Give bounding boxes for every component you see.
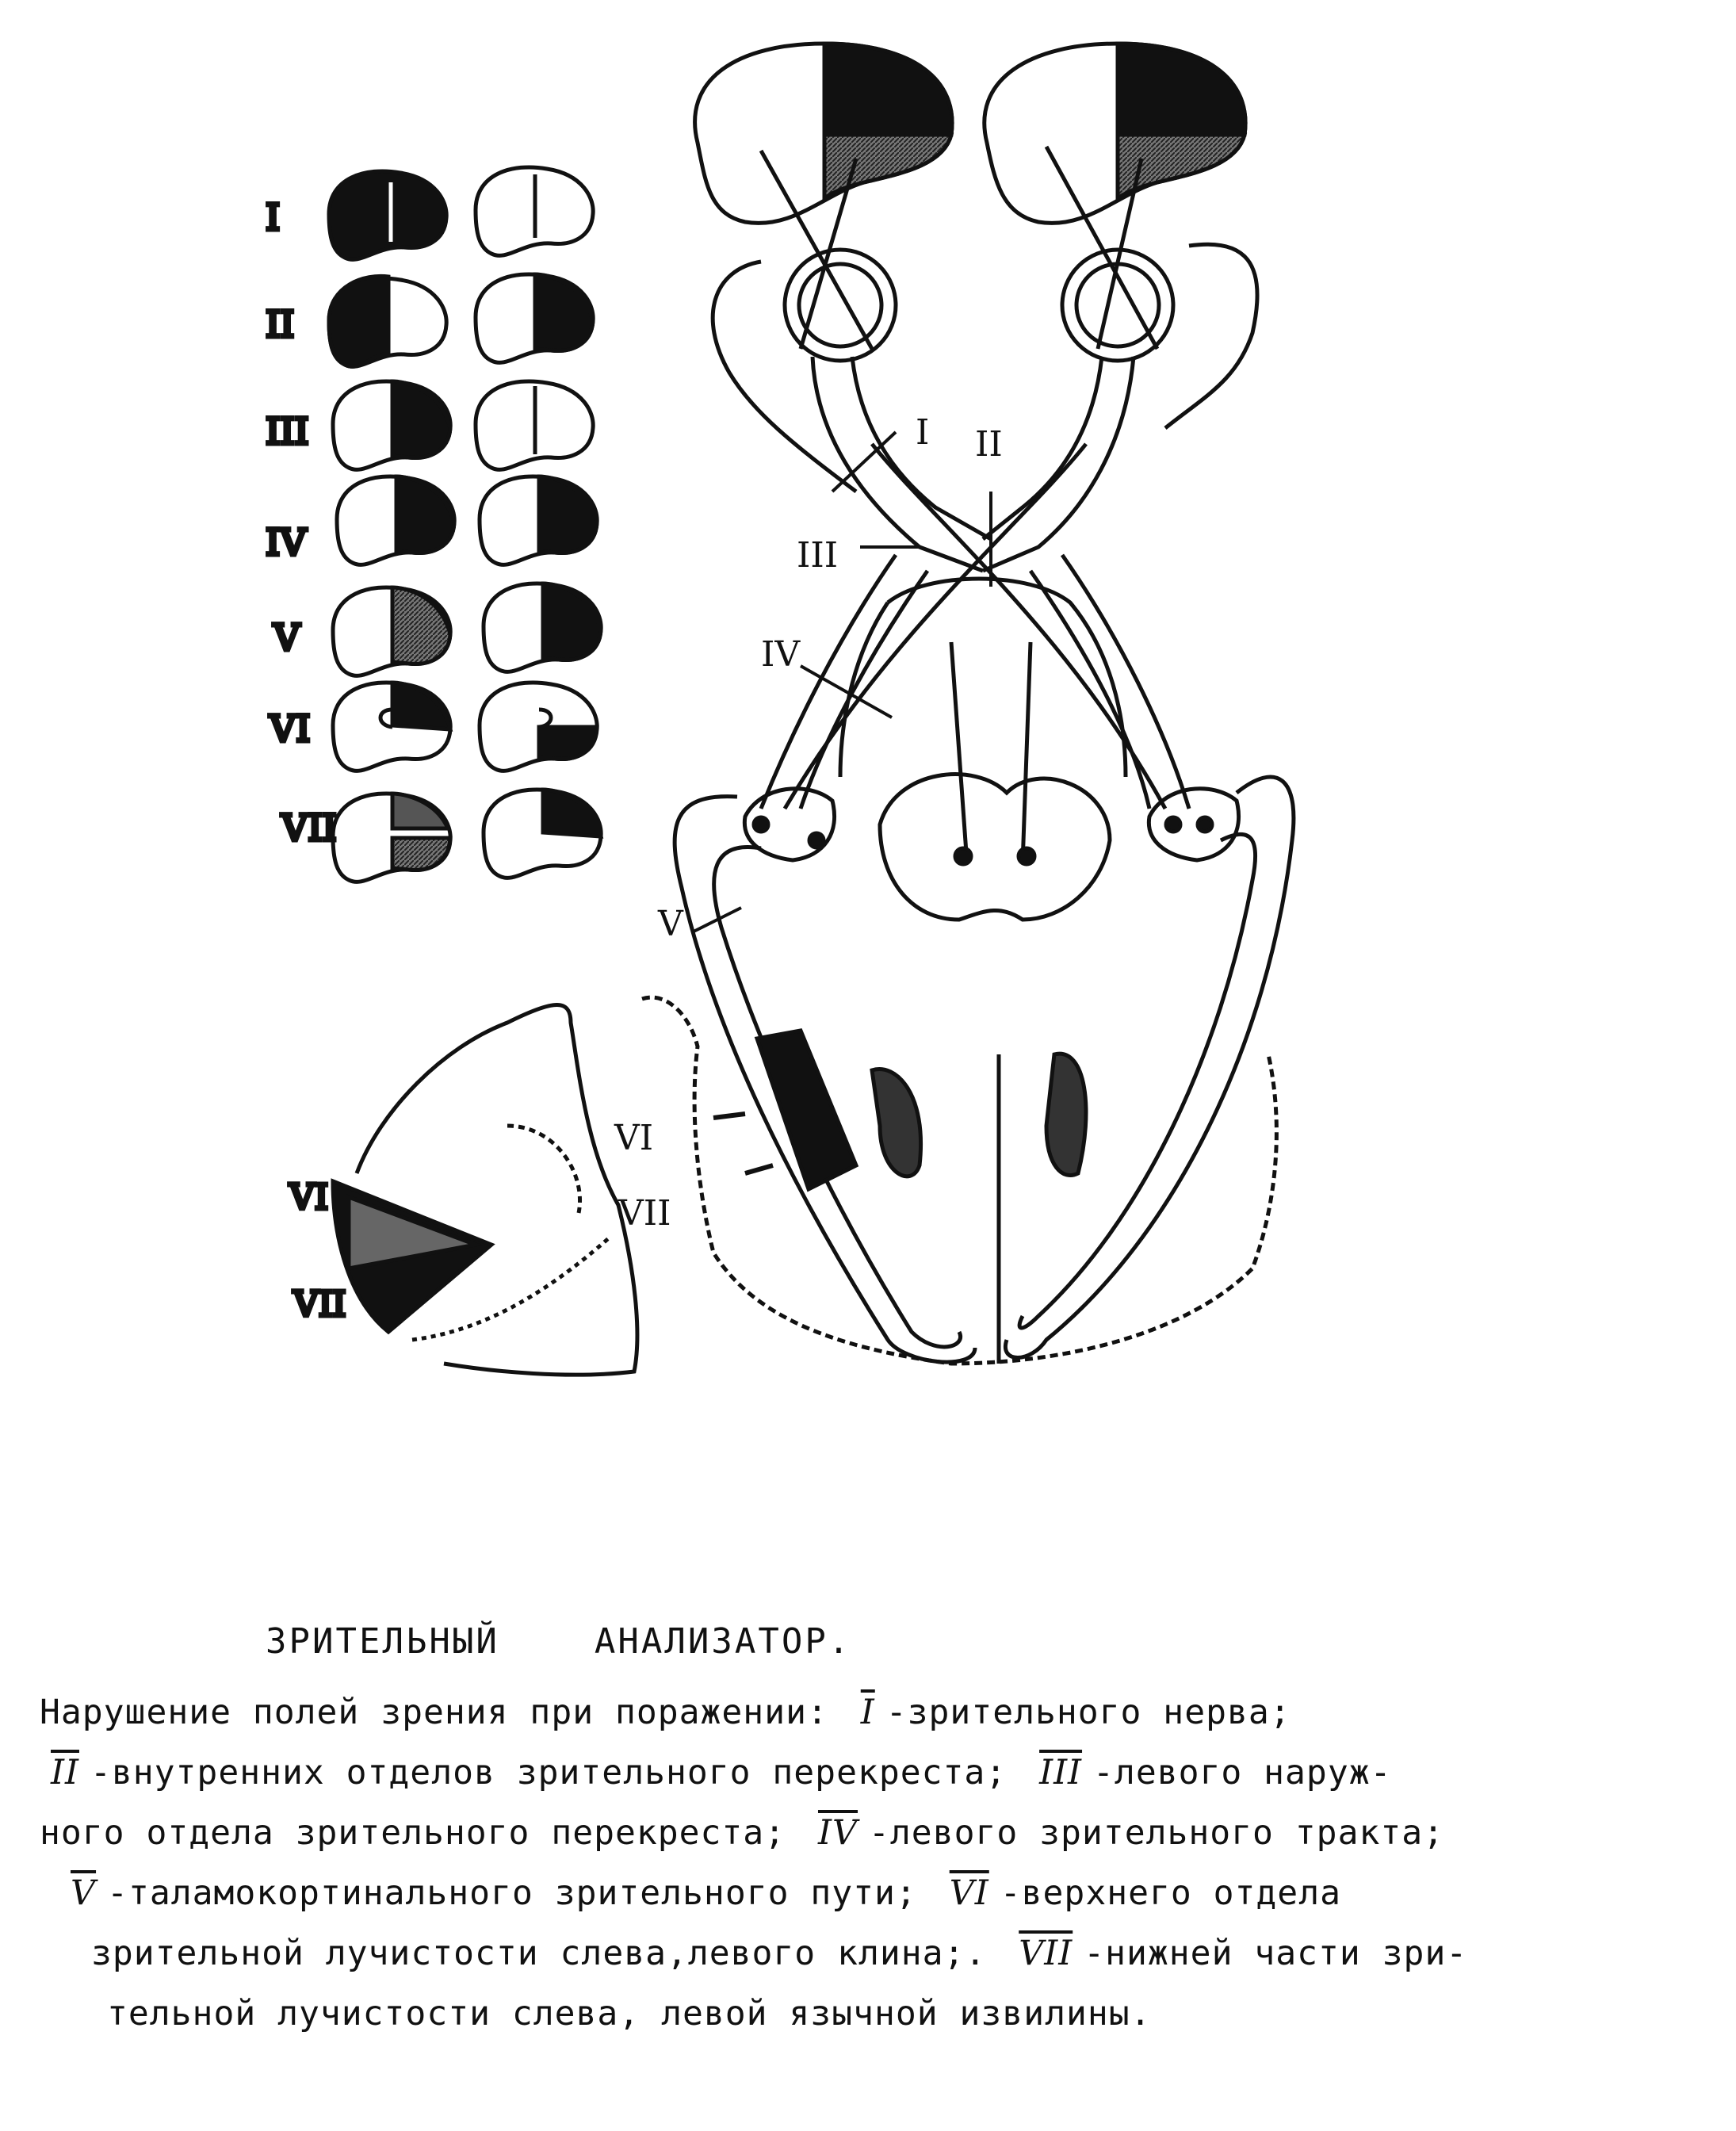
visual-field-charts — [266, 167, 601, 882]
arrow-vi — [713, 1114, 745, 1118]
cortex-label-6: VI — [614, 1118, 654, 1158]
field-label-7: VII — [281, 806, 337, 849]
field-row-7 — [281, 790, 601, 882]
caption-text: -внутренних отделов зрительного перекреста; — [90, 1753, 1008, 1792]
chiasm-cross-2 — [785, 444, 1086, 809]
field-label-2: II — [266, 303, 295, 346]
right-eye-field-1 — [476, 167, 593, 255]
field-row-6 — [269, 683, 597, 771]
caption-numeral: $\overline{VII}$ — [1019, 1934, 1073, 1973]
left-eye-field-4 — [337, 476, 454, 564]
arrow-vii — [745, 1165, 773, 1173]
caption-text: -нижней части зри- — [1084, 1934, 1468, 1973]
caption-line-5 — [40, 1923, 1704, 1984]
right-optic-nerve — [983, 357, 1134, 571]
section-label-6: VI — [289, 1177, 329, 1218]
caption-text: ного отдела зрительного перекреста; — [40, 1813, 786, 1853]
left-eye-field-6 — [333, 683, 450, 771]
pathway-label-1: I — [916, 412, 930, 453]
right-eye-field-4 — [480, 476, 597, 564]
caption-line-3 — [40, 1803, 1704, 1863]
right-eye-field-2 — [476, 274, 593, 362]
caption-numeral: $\overline{III}$ — [1039, 1753, 1083, 1792]
caption-numeral: $\overline{VI}$ — [949, 1873, 989, 1913]
left-optic-radiation-inner — [714, 847, 961, 1346]
field-label-6: VI — [270, 707, 311, 750]
pathway-label-3: III — [797, 535, 839, 576]
left-eye-field-5 — [333, 587, 450, 675]
left-visual-field — [695, 44, 952, 223]
field-row-1 — [266, 167, 593, 259]
left-eye-field-3 — [333, 381, 450, 469]
field-label-5: V — [273, 616, 300, 659]
field-row-5 — [273, 583, 601, 675]
caption-text: -зрительного нерва; — [885, 1693, 1291, 1732]
right-eye-field-7 — [484, 790, 601, 878]
caption-text: зрительной лучистости слева,левого клина;. — [91, 1934, 987, 1973]
left-eye-field-7 — [333, 794, 450, 882]
caption-numeral: $\overline{I}$ — [860, 1693, 875, 1732]
right-outer-fibre — [1165, 244, 1257, 428]
field-label-1: I — [266, 196, 281, 239]
left-eye-field-2 — [329, 276, 446, 366]
left-optic-radiation-outer — [675, 797, 975, 1363]
visual-pathways — [642, 147, 1294, 1364]
field-row-3 — [266, 381, 593, 469]
midbrain — [880, 642, 1110, 920]
visual-fields-top — [695, 44, 1245, 223]
caption-title-part-1: ЗРИТЕЛЬНЫЙ — [266, 1621, 499, 1662]
caption-text: -таламокортинального зрительного пути; — [107, 1873, 917, 1913]
caption-text: -левого зрительного тракта; — [869, 1813, 1445, 1853]
caption-line-6 — [40, 1984, 1704, 2044]
caption-text: -верхнего отдела — [1000, 1873, 1341, 1913]
field-label-4: IV — [266, 521, 307, 564]
right-eye-field-6 — [480, 683, 597, 771]
field-row-4 — [266, 476, 597, 564]
caption-title-part-2: АНАЛИЗАТОР. — [594, 1621, 852, 1662]
calcarine-mid — [872, 1069, 921, 1176]
caption-text: -левого наруж- — [1093, 1753, 1392, 1792]
pathway-label-5: V — [658, 904, 683, 944]
caption-text: тельной лучистости слева, левой язычной извилины. — [107, 1994, 1152, 2033]
cortex-label-7: VII — [618, 1193, 671, 1234]
caption-line-2 — [40, 1743, 1704, 1803]
caption-numeral: $\overline{V}$ — [71, 1873, 97, 1913]
caption-numeral: $\overline{II}$ — [51, 1753, 79, 1792]
caption-title — [266, 1617, 1704, 1666]
calcarine-right — [1046, 1054, 1086, 1175]
field-label-3: III — [266, 410, 309, 453]
lateral-geniculate-bodies — [744, 789, 1238, 860]
figure-caption — [40, 1617, 1704, 2044]
right-visual-field — [985, 44, 1245, 223]
left-eye-field-1 — [329, 171, 446, 259]
right-eye-field-3 — [476, 381, 593, 469]
caption-line-1 — [40, 1682, 1704, 1743]
field-row-2 — [266, 274, 593, 366]
medial-section — [289, 1005, 637, 1375]
section-label-7: VII — [293, 1284, 346, 1325]
pathway-label-4: IV — [761, 634, 801, 675]
caption-numeral: $\overline{IV}$ — [817, 1813, 858, 1853]
right-eye-field-5 — [484, 583, 601, 671]
inner-tract-arc — [888, 579, 1126, 777]
pathway-label-2: II — [975, 424, 1003, 465]
caption-text: Нарушение полей зрения при поражении: — [40, 1693, 828, 1732]
caption-line-4 — [40, 1863, 1704, 1923]
